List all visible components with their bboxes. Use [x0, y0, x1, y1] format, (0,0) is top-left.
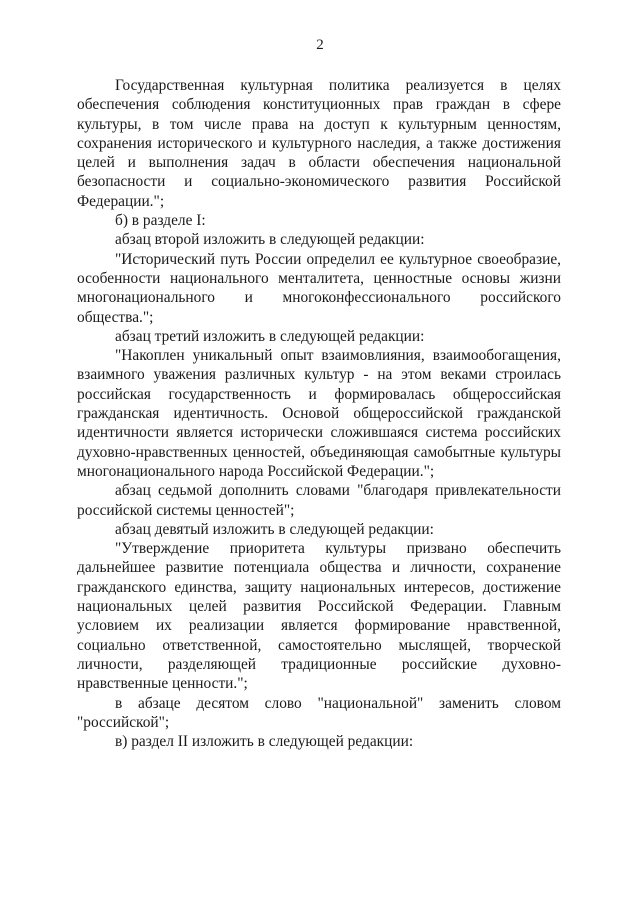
paragraph-policy-goals: Государственная культурная политика реализуется в целях обеспечения соблюдения конституционных прав граждан в сфере культуры, в том числе права на доступ к культурным ценностям, сохранения исторического и культурного наследия, а также достижения целей и выполнения задач в области обеспечения национальной безопасности и социально-экономического развития Российской Федерации."; — [77, 77, 561, 210]
paragraph-item-b: б) в разделе I: — [115, 212, 206, 230]
paragraph-culture-priority: "Утверждение приоритета культуры призвано обеспечить дальнейшее развитие потенциала общества и личности, сохранение гражданского единства, защиту национальных интересов, достижение национальных целей развития Российской Федерации. Главным условием их реализации является формирование нравственной, социально ответственной, самостоятельно мыслящей, творческой личности, разделяющей традиционные российские духовно-нравственные ценности."; — [77, 540, 561, 693]
paragraph-instruction-seventh: абзац седьмой дополнить словами "благодаря привлекательности российской системы ценностей"; — [77, 482, 561, 519]
paragraph-instruction-ninth: абзац девятый изложить в следующей редакции: — [115, 520, 434, 538]
document-body — [77, 76, 561, 751]
paragraph-instruction-third: абзац третий изложить в следующей редакции: — [115, 327, 425, 345]
paragraph-instruction-second: абзац второй изложить в следующей редакции: — [115, 231, 425, 249]
paragraph-item-c: в) раздел II изложить в следующей редакции: — [115, 733, 414, 751]
paragraph-unique-experience: "Накоплен уникальный опыт взаимовлияния, взаимообогащения, взаимного уважения различных культур - на этом веками строилась российская государственность и формировалась общероссийская гражданская идентичность. Основой общероссийской гражданской идентичности является исторически сложившаяся система российских духовно-нравственных ценностей, объединяющая самобытные культуры многонационального народа Российской Федерации."; — [77, 347, 561, 480]
paragraph-instruction-tenth: в абзаце десятом слово "национальной" заменить словом "российской"; — [77, 694, 561, 731]
paragraph-historical-path: "Исторический путь России определил ее культурное своеобразие, особенности национального менталитета, ценностные основы жизни многонационального и многоконфессионального российского общества."; — [77, 250, 561, 326]
page-number: 2 — [316, 37, 324, 53]
